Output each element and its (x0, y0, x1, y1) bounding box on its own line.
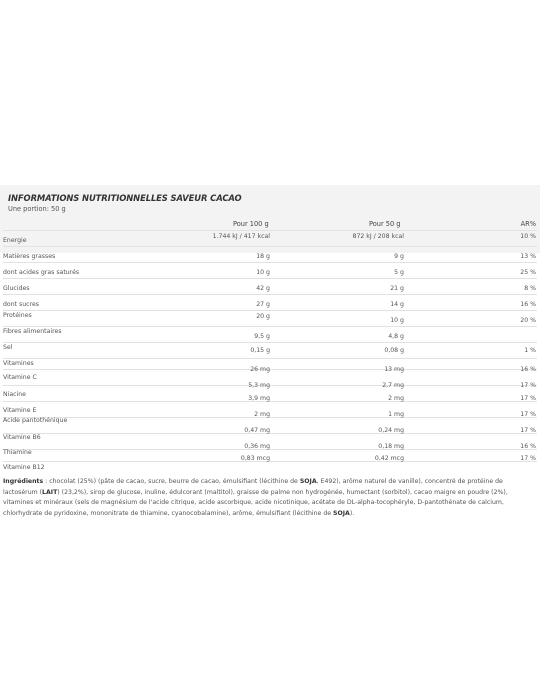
table-row (0, 395, 540, 417)
row-value-ar: 13 % (520, 253, 536, 260)
row-value-per100: 3,9 mg (248, 395, 270, 402)
row-divider (3, 417, 537, 418)
table-row (0, 342, 540, 358)
row-value-ar: 20 % (520, 317, 536, 324)
ingredients-part: ) (23,2%), sirop de glucose, inuline, édulcorant (maltitol), graisse de palme non hydrogénée, humectant (sorbitol), cacao maigre en poudre (2%), vitamines et minéraux (sels de magnésium de l'acide citrique, acide ascorbique, acide nicotinique, acétate de DL-alpha-tocophéryle, D-pantothénate de calcium, chlorhydrate de pyridoxine, mononitrate de thiamine, cyanocobalamine), arôme, émulsifiant (lécithine de (3, 488, 508, 517)
row-label: Niacine (3, 391, 26, 398)
row-value-ar: 17 % (520, 395, 536, 402)
row-divider (3, 310, 537, 311)
row-label: Vitamines (3, 360, 34, 367)
row-label: Thiamine (3, 449, 32, 456)
row-value-ar: 17 % (520, 411, 536, 418)
row-value-per100: 2 mg (254, 411, 270, 418)
row-divider (3, 385, 537, 386)
table-title: INFORMATIONS NUTRITIONNELLES SAVEUR CACAO (8, 193, 242, 203)
row-divider (3, 278, 537, 279)
row-value-per100: 18 g (256, 253, 270, 260)
table-row (0, 326, 540, 342)
portion-size: Une portion: 50 g (8, 205, 66, 213)
row-label: Glucides (3, 285, 30, 292)
row-value-per100: 27 g (256, 301, 270, 308)
row-divider (3, 294, 537, 295)
row-value-ar: 17 % (520, 382, 536, 389)
row-label: Vitamine B12 (3, 464, 45, 471)
row-value-per100: 5,3 mg (248, 382, 270, 389)
column-header-per100: Pour 100 g (233, 220, 269, 228)
row-value-per50: 0,24 mg (378, 427, 404, 434)
row-value-ar: 16 % (520, 301, 536, 308)
row-value-per50: 13 mg (384, 366, 404, 373)
row-value-per50: 0,42 mcg (374, 455, 404, 462)
row-value-per100: 1.744 kJ / 417 kcal (212, 233, 270, 240)
row-value-per100: 0,83 mcg (240, 455, 270, 462)
row-label: Vitamine E (3, 407, 37, 414)
table-row (0, 455, 540, 477)
row-value-per50: 1 mg (388, 411, 404, 418)
row-value-per100: 0,47 mg (244, 427, 270, 434)
row-divider (3, 262, 537, 263)
table-row (0, 411, 540, 433)
row-value-ar: 16 % (520, 443, 536, 450)
row-value-ar: 17 % (520, 455, 536, 462)
row-value-ar: 25 % (520, 269, 536, 276)
row-label: dont sucres (3, 301, 40, 308)
row-label: Energie (3, 237, 27, 244)
table-row (0, 366, 540, 385)
row-label: Sel (3, 344, 13, 351)
row-value-ar: 1 % (524, 347, 536, 354)
allergen-lait: LAIT (42, 488, 58, 496)
table-row (0, 294, 540, 310)
row-divider (3, 449, 537, 450)
table-row (0, 278, 540, 294)
row-value-per100: 9,5 g (254, 333, 270, 340)
row-divider (3, 401, 537, 402)
allergen-soja: SOJA (333, 509, 350, 517)
ingredients-part: , E492), arôme naturel de vanille), concentré de protéine de lactosérum ( (3, 478, 503, 496)
row-value-per50: 14 g (390, 301, 404, 308)
row-value-ar: 8 % (524, 285, 536, 292)
allergen-soja: SOJA (299, 478, 317, 485)
ingredients-part: : chocolat (25%) (pâte de cacao, sucre, beurre de cacao, émulsifiant (lécithine de (43, 478, 300, 485)
table-row (0, 262, 540, 278)
row-value-per100: 0,36 mg (244, 443, 270, 450)
row-divider (3, 246, 537, 247)
row-label: Acide pantothénique (3, 417, 68, 424)
row-label: Matières grasses (3, 253, 56, 260)
row-divider (3, 230, 537, 231)
row-divider (3, 369, 537, 370)
ingredients-heading: Ingrédients (3, 478, 44, 485)
row-value-per50: 872 kJ / 208 kcal (352, 233, 404, 240)
row-value-ar: 10 % (520, 233, 536, 240)
table-row (0, 427, 540, 449)
row-value-per100: 42 g (256, 285, 270, 292)
row-divider (3, 326, 537, 327)
table-row (0, 382, 540, 401)
column-header-per50: Pour 50 g (369, 220, 401, 228)
ingredients-text (3, 477, 536, 519)
row-value-per50: 4,8 g (388, 333, 404, 340)
column-header-ar: AR% (520, 220, 536, 228)
row-label: Vitamine B6 (3, 434, 41, 441)
row-label: Vitamine C (3, 374, 37, 381)
table-row (0, 310, 540, 326)
row-divider (3, 461, 537, 462)
row-value-per50: 5 g (394, 269, 404, 276)
row-value-per50: 9 g (394, 253, 404, 260)
row-value-per50: 0,18 mg (378, 443, 404, 450)
row-divider (3, 342, 537, 343)
row-label: Protéines (3, 312, 32, 319)
row-value-ar: 17 % (520, 427, 536, 434)
row-value-per50: 10 g (390, 317, 404, 324)
row-label: Fibres alimentaires (3, 328, 62, 335)
row-value-per100: 0,15 g (250, 347, 270, 354)
row-value-per100: 10 g (256, 269, 270, 276)
row-value-per50: 21 g (390, 285, 404, 292)
row-label: dont acides gras saturés (3, 269, 80, 276)
row-value-per50: 2,7 mg (382, 382, 404, 389)
row-value-per50: 2 mg (388, 395, 404, 402)
table-row (0, 230, 540, 246)
row-divider (3, 358, 537, 359)
row-value-per100: 20 g (256, 313, 270, 320)
row-value-per50: 0,08 g (384, 347, 404, 354)
table-row (0, 246, 540, 262)
row-value-per100: 26 mg (250, 366, 270, 373)
row-divider (3, 433, 537, 434)
ingredients-part: ). (349, 509, 355, 517)
row-value-ar: 16 % (520, 366, 536, 373)
